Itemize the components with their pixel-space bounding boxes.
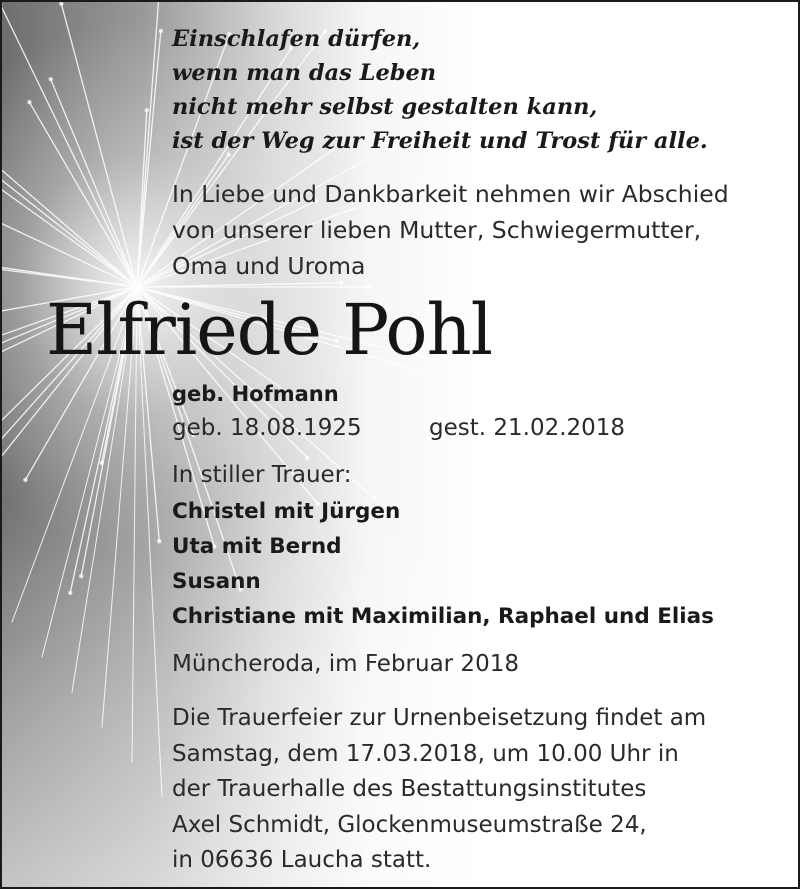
mourners-label: In stiller Trauer:: [172, 462, 352, 488]
maiden-name: geb. Hofmann: [172, 382, 339, 406]
intro-line: von unserer lieben Mutter, Schwiegermutter,: [172, 216, 702, 244]
mourner-entry: Uta mit Bernd: [172, 534, 342, 559]
intro-line: In Liebe und Dankbarkeit nehmen wir Abschied: [172, 180, 729, 208]
ceremony-line: Samstag, dem 17.03.2018, um 10.00 Uhr in: [172, 740, 679, 767]
mourner-entry: Susann: [172, 569, 261, 594]
death-date: gest. 21.02.2018: [429, 415, 626, 441]
poem-line: ist der Weg zur Freiheit und Trost für alle.: [172, 128, 708, 154]
place-and-date: Müncheroda, im Februar 2018: [172, 651, 519, 677]
mourners-list: [172, 494, 714, 634]
poem-line: wenn man das Leben: [172, 60, 437, 86]
intro-line: Oma und Uroma: [172, 252, 366, 280]
poem-quote: [172, 22, 708, 158]
poem-line: nicht mehr selbst gestalten kann,: [172, 94, 598, 120]
ceremony-line: in 06636 Laucha statt.: [172, 847, 432, 873]
mourner-entry: Christiane mit Maximilian, Raphael und Elias: [172, 604, 714, 629]
poem-line: Einschlafen dürfen,: [172, 26, 421, 52]
birth-date: geb. 18.08.1925: [172, 415, 362, 441]
life-dates: [172, 412, 626, 444]
funeral-ceremony-info: [172, 701, 706, 879]
deceased-name: Elfriede Pohl: [46, 289, 493, 371]
ceremony-line: Axel Schmidt, Glockenmuseumstraße 24,: [172, 811, 647, 838]
farewell-intro: [172, 176, 729, 284]
ceremony-line: der Trauerhalle des Bestattungsinstitutes: [172, 776, 647, 802]
ceremony-line: Die Trauerfeier zur Urnenbeisetzung findet am: [172, 705, 707, 731]
mourner-entry: Christel mit Jürgen: [172, 499, 401, 524]
